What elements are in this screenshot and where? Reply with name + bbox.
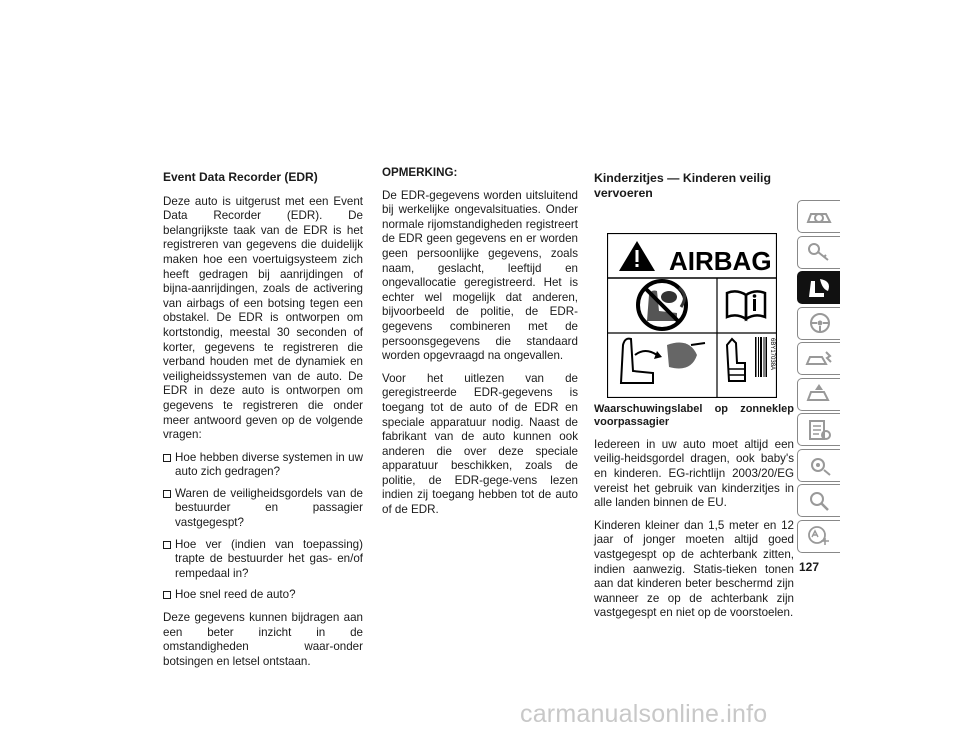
magnifier-icon [804, 488, 834, 514]
checkbox-bullet-icon [163, 541, 171, 549]
edr-intro: Deze auto is uitgerust met een Event Data Recorder (EDR). De belangrijkste taak van de EDR is het registreren van gegevens die duidelijk maken hoe een voertuigsysteem zich heeft gedragen bij aanrijdingen of bijna-aanrijdingen, zoals de activering van airbags of een botsing tegen een obstakel. De EDR is ontworpen om kortstondig, meestal 30 seconden of korter, gegevens te registreren die verband houden met de dynamiek en veiligheidssystemen van de auto. De EDR in deze auto is ontworpen om gegevens te registreren die onder meer antwoord geven op de volgende vragen: [163, 194, 363, 442]
edr-outro: Deze gegevens kunnen bijdragen aan een beter inzicht in de omstandigheden waar-onder botsingen en letsel ontstaan. [163, 611, 363, 668]
airbag-label-title: AIRBAG [669, 246, 772, 277]
list-item: Hoe snel reed de auto? [163, 588, 363, 603]
child-seat-para-1: Iedereen in uw auto moet altijd een veilig-heidsgordel dragen, ook baby's en kinderen. EG-richtlijn 2003/20/EG vereist het gebruik van kinderzitjes in alle landen binnen de EU. [594, 437, 794, 510]
tab-car-dashboard[interactable] [797, 200, 840, 233]
note-title: OPMERKING: [382, 166, 458, 179]
checkbox-bullet-icon [163, 454, 171, 462]
edr-question-list [163, 451, 363, 603]
airbag-seat-icon [804, 275, 834, 301]
service-list-icon [804, 417, 834, 443]
airbag-label-image [607, 233, 777, 398]
edr-readout-text: Voor het uitlezen van de geregistreerde EDR-gegevens is toegang tot de auto of de EDR en speciale apparatuur nodig. Naast de fabrikant van de auto kunnen ook anderen die over deze speciale apparatuur beschikken, zoals de politie, de EDR-gege-vens lezen indien zij toegang hebben tot de auto of de EDR. [382, 371, 578, 517]
tab-steering-wheel[interactable] [797, 307, 840, 340]
tab-car-warning[interactable] [797, 378, 840, 411]
edr-column [163, 166, 363, 677]
checkbox-bullet-icon [163, 591, 171, 599]
car-dashboard-icon [804, 204, 834, 230]
child-seat-para-2: Kinderen kleiner dan 1,5 meter en 12 jaar of jonger moeten altijd goed vastgegespt op de achterbank zitten, indien aanwezig. Statis-tieken tonen aan dat kinderen beter beschermd zijn wanneer ze op de achterbank zijn vastgegespt en niet op de voorstoelen. [594, 518, 794, 620]
page-number: 127 [799, 560, 820, 574]
tab-service-list[interactable] [797, 413, 840, 446]
tab-magnifier[interactable] [797, 484, 840, 517]
figure-caption: Waarschuwingslabel op zonneklep voorpassagier [594, 402, 794, 429]
tab-airbag-seat[interactable] [797, 271, 840, 304]
gear-tools-icon [804, 452, 834, 478]
tab-language[interactable] [797, 520, 840, 553]
label-part-code: 6BY17038A [769, 338, 775, 371]
list-item: Hoe hebben diverse systemen in uw auto zich gedragen? [163, 451, 363, 480]
edr-heading: Event Data Recorder (EDR) [163, 170, 318, 184]
car-key-icon [804, 239, 834, 265]
language-abc-icon [804, 523, 834, 549]
checkbox-bullet-icon [163, 490, 171, 498]
airbag-warning-label [607, 233, 777, 403]
child-seat-column [594, 166, 794, 629]
steering-wheel-icon [804, 310, 834, 336]
car-warning-icon [804, 381, 834, 407]
watermark: carmanualsonline.info [520, 700, 768, 728]
edr-note-column [382, 166, 578, 526]
child-seat-heading: Kinderzitjes — Kinderen veilig vervoeren [594, 171, 771, 200]
car-crash-icon [804, 346, 834, 372]
tab-gear-tools[interactable] [797, 449, 840, 482]
tab-car-crash[interactable] [797, 342, 840, 375]
tab-car-key[interactable] [797, 236, 840, 269]
note-text: De EDR-gegevens worden uitsluitend bij werkelijke ongevalsituaties. Onder normale rijomstandigheden registreert de EDR geen gegevens en er worden geen persoonlijke gegevens, zoals naam, geslacht, leeftijd en ongevallocatie geregistreerd. Het is echter wel mogelijk dat anderen, bijvoorbeeld de politie, de EDR-gegevens combineren met de persoonsgegevens die standaard worden opgevraagd na ongevallen. [382, 188, 578, 363]
list-item: Waren de veiligheidsgordels van de bestuurder en passagier vastgegespt? [163, 487, 363, 531]
chapter-tab-nav [797, 200, 841, 555]
list-item: Hoe ver (indien van toepassing) trapte de bestuurder het gas- en/of rempedaal in? [163, 538, 363, 582]
